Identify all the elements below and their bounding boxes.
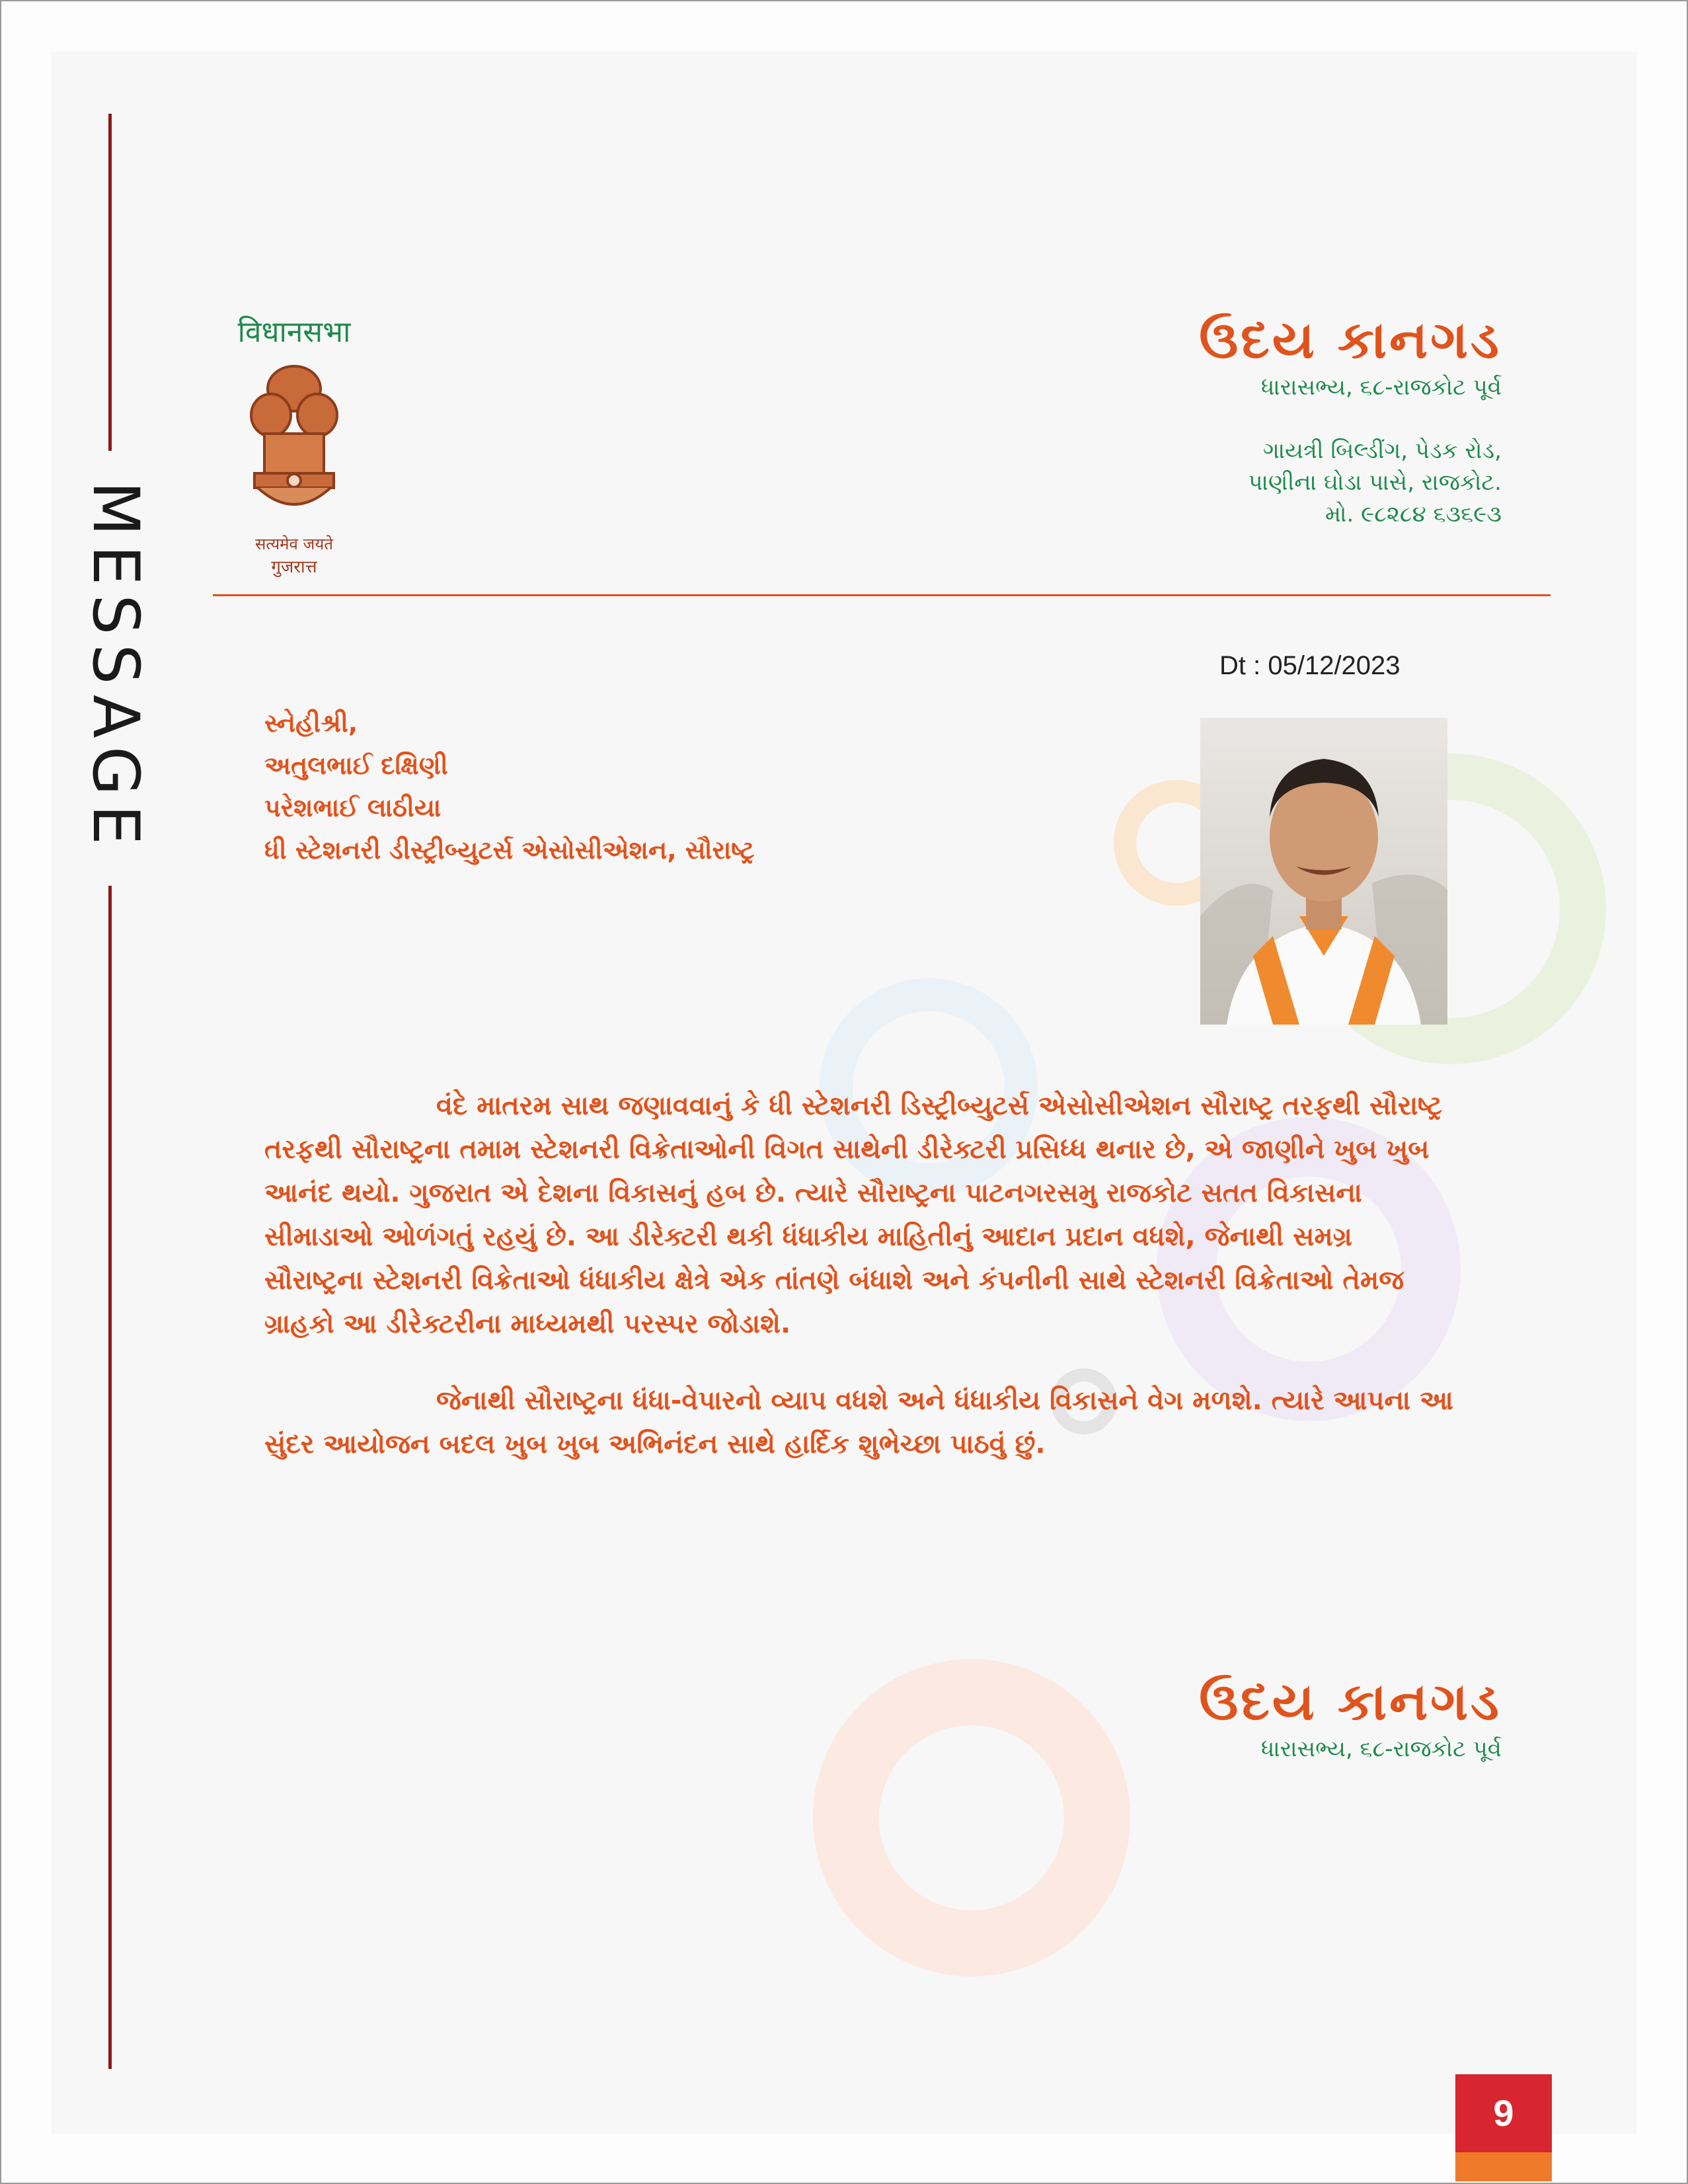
letter-date: Dt : 05/12/2023 xyxy=(1219,651,1400,680)
emblem-state: गुजरात्त xyxy=(271,557,317,577)
lion-capital-icon xyxy=(238,356,350,534)
address-line: પાણીના ઘોડા પાસે, રાજકોટ. xyxy=(1248,469,1502,496)
sender-photo xyxy=(1200,718,1447,1025)
sender-designation: ધારાસભ્ય, ૬૮-રાજકોટ પૂર્વ xyxy=(1260,374,1502,401)
side-heading: MESSAGE xyxy=(79,481,153,855)
recipient-block xyxy=(264,702,754,871)
recipient-line: સ્નેહીશ્રી, xyxy=(264,709,358,738)
emblem-motto: सत्यमेव जयते xyxy=(255,535,333,553)
recipient-line: પરેશભાઈ લાઠીયા xyxy=(264,793,441,822)
letter-body xyxy=(264,1084,1454,1499)
sender-name: ઉદય કાનગડ xyxy=(1199,311,1502,370)
portrait-image xyxy=(1200,718,1447,1025)
recipient-line: અતુલભાઈ દક્ષિણી xyxy=(264,751,448,780)
body-paragraph: વંદે માતરમ સાથ જણાવવાનું કે ધી સ્ટેશનરી ડિસ્ટ્રીબ્યુટર્સ એસોસીએશન સૌરાષ્ટ્ર તરફથી સૌરાષ્ટ્ર તરફથી સૌરાષ્ટ્રના તમામ સ્ટેશનરી વિક્રેતાઓની વિગત સાથેની ડીરેક્ટરી પ્રસિધ્ધ થનાર છે, એ જાણીને ખુબ ખુબ આનંદ થયો. ગુજરાત એ દેશના વિકાસનું હબ છે. ત્યારે સૌરાષ્ટ્રના પાટનગરસમુ રાજકોટ સતત વિકાસના સીમાડાઓ ઓળંગતું રહયું છે. આ ડીરેક્ટરી થકી ધંધાકીય માહિતીનું આદાન પ્રદાન વધશે, જેનાથી સમગ્ર સૌરાષ્ટ્રના સ્ટેશનરી વિક્રેતાઓ ધંધાકીય ક્ષેત્રે એક તાંતણે બંધાશે અને કંપનીની સાથે સ્ટેશનરી વિક્રેતાઓ તેમજ ગ્રાહકો આ ડીરેક્ટરીના માધ્યમથી પરસ્પર જોડાશે. xyxy=(264,1091,1443,1339)
ring-decoration xyxy=(813,1659,1130,1976)
address-line: મો. ૯૮૨૮૪ ૬૩૬૯૩ xyxy=(1325,501,1502,527)
side-rule-top xyxy=(108,114,112,451)
recipient-line: ધી સ્ટેશનરી ડીસ્ટ્રીબ્યુટર્સ એસોસીએશન, સૌરાષ્ટ્ર xyxy=(264,836,755,865)
page-number: 9 xyxy=(1455,2074,1552,2152)
page-number-band xyxy=(1455,2152,1552,2181)
sender-address xyxy=(1199,435,1502,530)
signature-designation: ધારાસભ્ય, ૬૮-રાજકોટ પૂર્વ xyxy=(1260,1736,1502,1762)
emblem-top-label: विधानसभा xyxy=(237,315,351,349)
body-paragraph: જેનાથી સૌરાષ્ટ્રના ધંધા-વેપારનો વ્યાપ વધશે અને ધંધાકીય વિકાસને વેગ મળશે. ત્યારે આપના આ સુંદર આયોજન બદલ ખુબ ખુબ અભિનંદન સાથે હાર્દિક શુભેચ્છા પાઠવું છું. xyxy=(264,1385,1453,1460)
signature-name: ઉદય કાનગડ xyxy=(1199,1672,1502,1732)
header-divider xyxy=(213,594,1551,596)
state-emblem xyxy=(211,311,377,588)
signature-block xyxy=(1199,1672,1502,1762)
side-rule-bottom xyxy=(108,886,112,2069)
letterhead xyxy=(1199,311,1502,530)
address-line: ગાયત્રી બિલ્ડીંગ, પેડક રોડ, xyxy=(1262,438,1502,464)
